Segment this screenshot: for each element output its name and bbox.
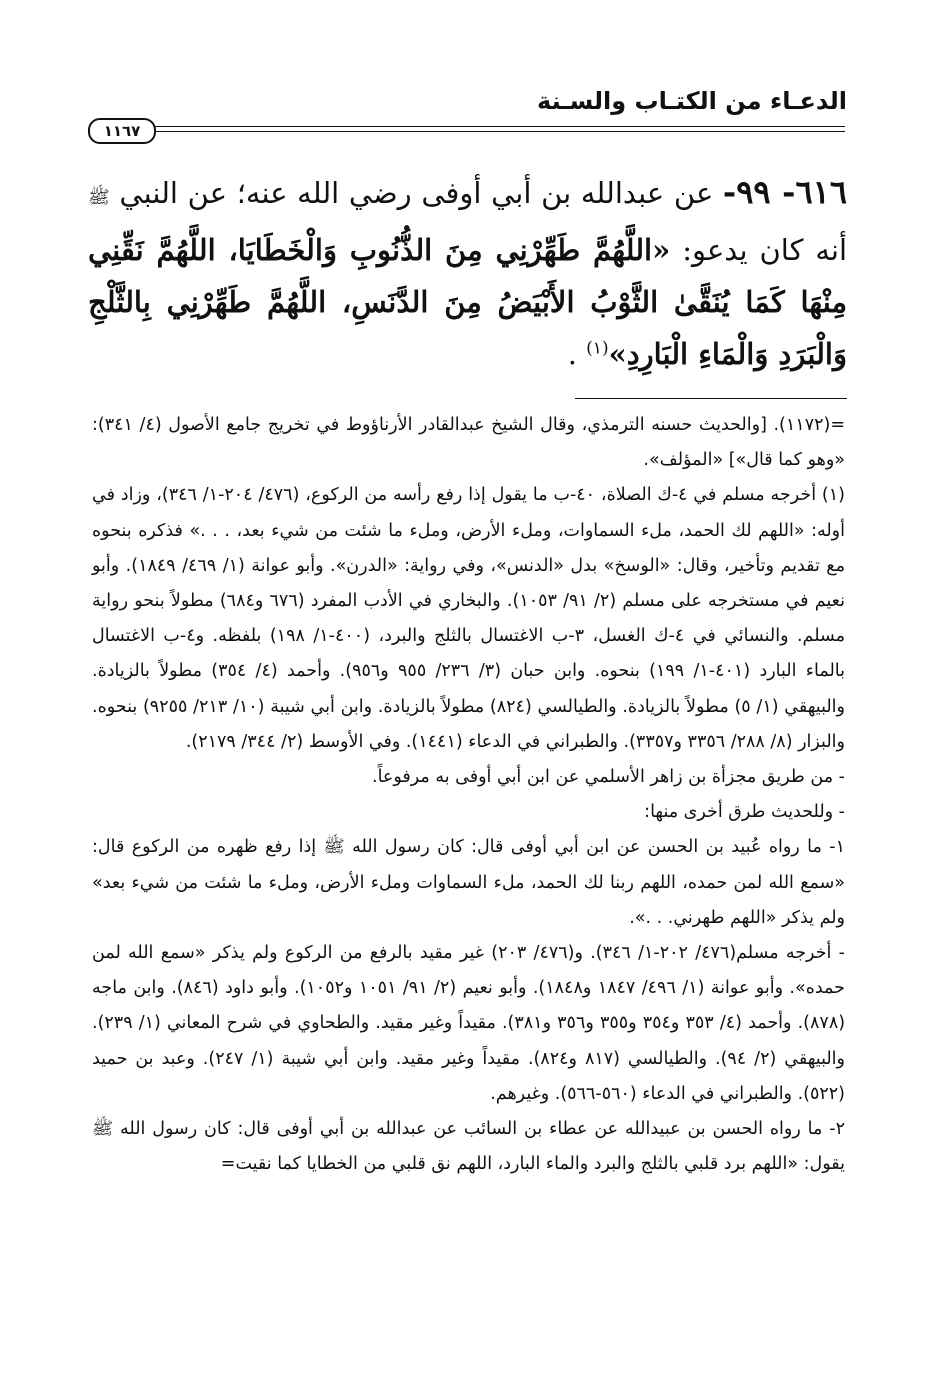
- footnote-route-1: ١- ما رواه عُبيد بن الحسن عن ابن أبي أوفى قال: كان رسول الله ﷺ إذا رفع ظهره من الركوع قال: «سمع الله لمن حمده، اللهم ربنا لك الحمد، ملء السماوات وملء الأرض، وملء ما شئت من شيء بعد» ولم يذكر «اللهم طهرني. . .».: [92, 837, 845, 928]
- footnote-marker: (١): [586, 338, 609, 359]
- footnote-bullet-1: - من طريق مجزأة بن زاهر الأسلمي عن ابن أبي أوفى به مرفوعاً.: [372, 767, 845, 788]
- hadith-text: [88, 166, 847, 380]
- footnote-route-1-takhrij: - أخرجه مسلم(٤٧٦/ ٢٠٢-١/ ٣٤٦). و(٤٧٦/ ٢٠٣) غير مقيد بالرفع من الركوع ولم يذكر «سمع الله لمن حمده». وأبو عوانة (١/ ٤٩٦/ ١٨٤٧ و١٨٤٨). وأبو نعيم (٢/ ٩١/ ١٠٥١ و١٠٥٢). وأبو داود (٨٤٦). وابن ماجه (٨٧٨). وأحمد (٤/ ٣٥٣ و٣٥٤ و٣٥٥ و٣٥٦ و٣٨١). مقيداً وغير مقيد. والطحاوي في شرح المعاني (١/ ٢٣٩). والبيهقي (٢/ ٩٤). والطيالسي (٨١٧ و٨٢٤). مقيداً وغير مقيد. وابن أبي شيبة (١/ ٢٤٧). وعبد بن حميد (٥٢٢). والطبراني في الدعاء (٥٦٠-٥٦٦). وغيرهم.: [92, 943, 846, 1104]
- footnote-divider: [575, 398, 847, 399]
- hadith-intro: أنه كان يدعو:: [682, 233, 848, 267]
- hadith-narration: عن عبدالله بن أبي أوفى رضي الله عنه؛ عن النبي: [119, 176, 714, 210]
- hadith-supplication: «اللَّهُمَّ طَهِّرْنِي مِنَ الذُّنُوبِ وَالْخَطَايَا، اللَّهُمَّ نَقِّنِي مِنْهَا كَمَا يُنَقَّىٰ الثَّوْبُ الأَبْيَضُ مِنَ الدَّنَسِ، اللَّهُمَّ طَهِّرْنِي بِالثَّلْجِ وَالْبَرَدِ وَالْمَاءِ الْبَارِدِ»: [88, 233, 847, 371]
- hadith-number: ٦١٦- ٩٩-: [722, 173, 848, 211]
- header-rule: [150, 126, 845, 132]
- footnote-1: (١) أخرجه مسلم في ٤-ك الصلاة، ٤٠-ب ما يقول إذا رفع رأسه من الركوع، (٤٧٦/ ٢٠٤-١/ ٣٤٦)، وزاد في أوله: «اللهم لك الحمد، ملء السماوات، وملء الأرض، وملء ما شئت من شيء بعد، . . .» فذكره بنحوه مع تقديم وتأخير، وقال: «الوسخ» بدل «الدنس»، وفي رواية: «الدرن». وأبو عوانة (١/ ٤٦٩/ ١٨٤٩). وأبو نعيم في مستخرجه على مسلم (٢/ ٩١/ ١٠٥٣). والبخاري في الأدب المفرد (٦٧٦ و٦٨٤) مطولاً بنحو رواية مسلم. والنسائي في ٤-ك الغسل، ٣-ب الاغتسال بالثلج والبرد، (٤٠٠-١/ ١٩٨) بلفظه. و٤-ب الاغتسال بالماء البارد (٤٠١-١/ ١٩٩) بنحوه. وابن حبان (٣/ ٢٣٦/ ٩٥٥ و٩٥٦). وأحمد (٤/ ٣٥٤) مطولاً بالزيادة. والبيهقي (١/ ٥) مطولاً بالزيادة. والطيالسي (٨٢٤) مطولاً بالزيادة. وابن أبي شيبة (١٠/ ٢١٣/ ٩٢٥٥) بنحوه. والبزار (٨/ ٢٨٨/ ٣٣٥٦ و٣٣٥٧). والطبراني في الدعاء (١٤٤١). وفي الأوسط (٢/ ٣٤٤/ ٢١٧٩).: [92, 485, 845, 752]
- honorific-icon: ﷺ: [88, 187, 110, 208]
- footnote-continuation: =(١١٧٢). [والحديث حسنه الترمذي، وقال الشيخ عبدالقادر الأرناؤوط في تخريج جامع الأصول (٤/ ٣٤١): «وهو كما قال»] «المؤلف».: [92, 415, 845, 471]
- hadith-end: .: [567, 337, 577, 371]
- footnote-bullet-2: - وللحديث طرق أخرى منها:: [644, 802, 845, 823]
- running-title: الدعـاء من الكتـاب والسـنة: [537, 87, 847, 115]
- footnote-route-2: ٢- ما رواه الحسن بن عبيدالله عن عطاء بن السائب عن عبدالله بن أبي أوفى قال: كان رسول الله ﷺ يقول: «اللهم برد قلبي بالثلج والبرد والماء البارد، اللهم نق قلبي من الخطايا كما نقيت=: [92, 1119, 845, 1175]
- footnotes: [92, 408, 845, 1182]
- page-number: ١١٦٧: [88, 118, 156, 144]
